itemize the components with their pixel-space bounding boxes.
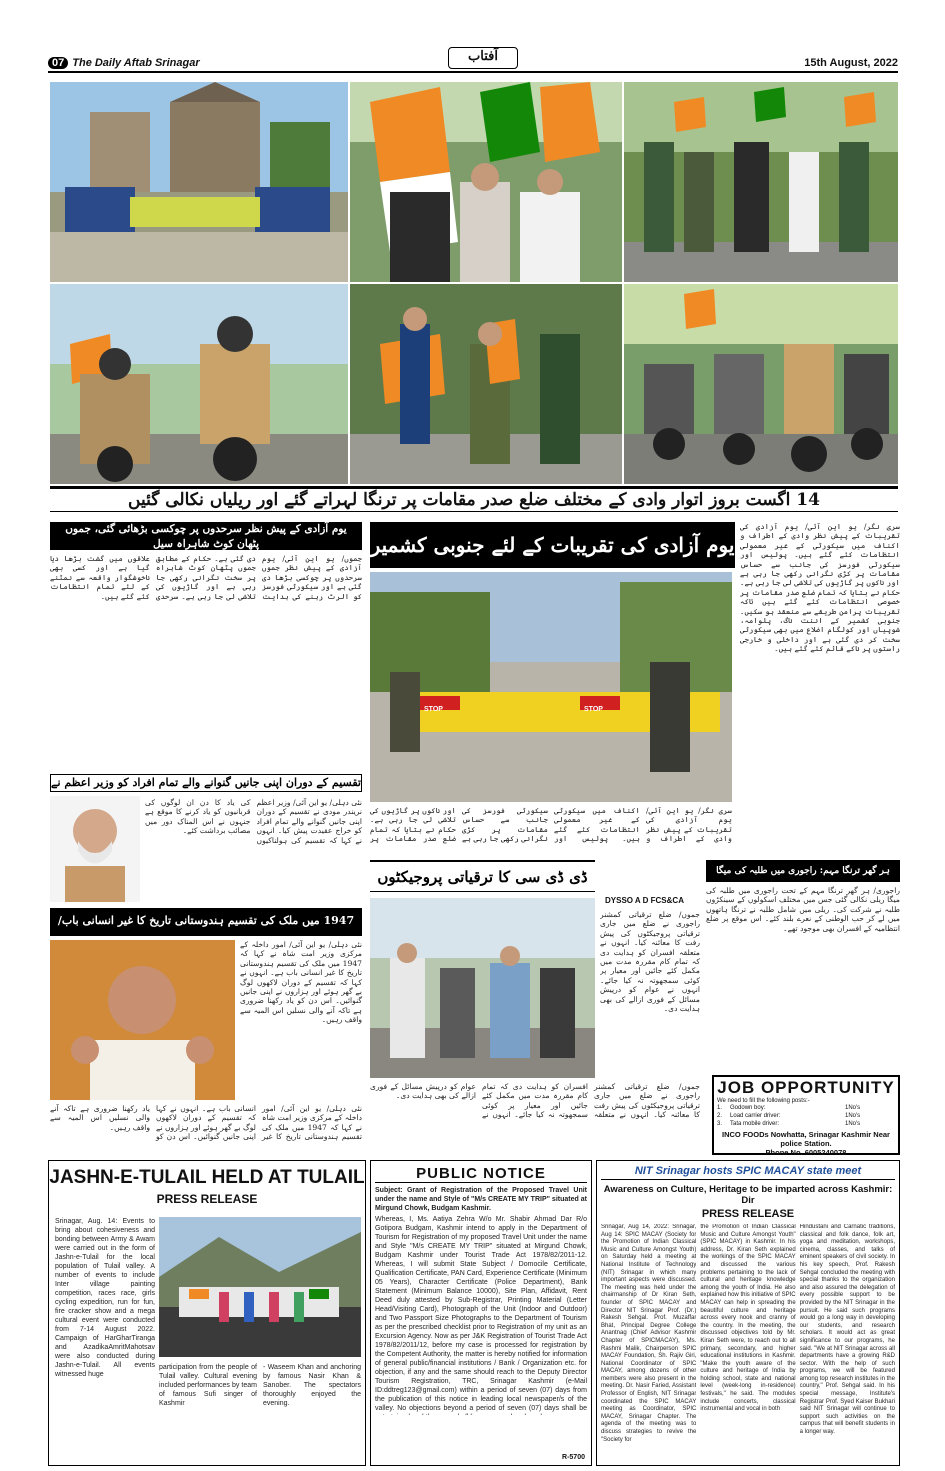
job-post-row [717, 1104, 895, 1112]
job-post-number: 1. [717, 1105, 723, 1111]
job-intro: We need to fill the following posts:- [717, 1098, 810, 1104]
modi-body: نئی دہلی/ یو این آئی/ وزیر اعظم نریندر مودی نے تقسیم کے دوران اپنی جانیں گنوانے والے تمام افراد کو خراج عقیدت پیش کیا۔ انہوں نے کہا کہ تقسیم کی ہولناکیوں کی یاد کا دن ان لوگوں کی قربانیوں کو یاد کرنے کا موقع ہے جنہوں نے اس المناک دور میں مصائب برداشت کئے۔ [145, 798, 362, 845]
job-post-name: Godown boy: [730, 1105, 766, 1111]
security-body: سری نگر/ یو این آئی/ یوم آزادی کی تقریبات کے پیش نظر وادی کے اطراف و اکناف میں سیکورٹی کے غیر معمولی انتظامات کئے گئے ہیں۔ پولیس اور سیکورٹی فورسز کی جانب سے حساس مقامات پر کڑی نگرانی رکھی جا رہی ہے اور ناکوں پر گاڑیوں کی تلاشی لی جا رہی ہے۔ حکام نے بتایا کہ تمام ضلع صدر مقامات پر خصوصی انتظامات کئے گئے ہیں تاکہ تقریبات پرامن طریقے سے منعقد ہو سکیں۔ جنوبی کشمیر کے اننت ناگ، پلوامہ، شوپیاں اور کولگام اضلاع میں بھی سیکورٹی سخت کر دی گئی ہے اور داخلی و خارجی راستوں پر ناکے قائم کئے گئے ہیں۔ [740, 522, 900, 654]
photo-jashn-stage [159, 1217, 361, 1357]
story-nit-srinagar [596, 1160, 900, 1466]
shah-headline: 1947 میں ملک کی تقسیم ہندوستانی تاریخ کا غیر انسانی باب/ [50, 908, 362, 936]
photo-police-bikes [50, 284, 348, 484]
stop-sign-right: STOP [584, 706, 603, 713]
ddc-body: جموں/ ضلع ترقیاتی کمشنر راجوری نے ضلع میں جاری ترقیاتی پروجیکٹوں کی پیش رفت کا معائنہ کیا۔ انہوں نے متعلقہ افسران کو ہدایت دی کہ تمام کام مقررہ مدت میں مکمل کئے جائیں اور معیار پر کوئی سمجھوتہ نہ کیا جائے۔ انہوں نے عوام کو درپیش مسائل کے فوری ازالے کی بھی ہدایت دی۔ [600, 910, 700, 1014]
story-jashn-e-tulail [48, 1160, 366, 1466]
job-contact [717, 1130, 895, 1157]
public-notice-title: PUBLIC NOTICE [375, 1165, 587, 1183]
job-post-name: Tata mobile driver: [730, 1121, 780, 1127]
story-modi [50, 774, 362, 904]
job-post-number: 3. [717, 1121, 723, 1127]
photo-ddc-inspection [370, 898, 595, 1078]
public-notice-subject: Subject: Grant of Registration of the Proposed Travel Unit under the name and Style of "M/s CREATE MY TRIP" situated at Mirgund Chowk, Budgam Kashmir. [375, 1187, 587, 1212]
nit-columns [601, 1224, 895, 1466]
ddc-headline: ڈی ڈی سی کا ترقیاتی پروجیکٹوں [370, 860, 595, 892]
border-body: جموں/ یو این آئی/ یوم آزادی کے پیش نظر جموں سرحدوں پر چوکسی بڑھا دی گئی ہے اور سیکورٹی فورسز کو الرٹ رہنے کی ہدایت دی گئی ہے۔ حکام کے مطابق جموں پٹھان کوٹ شاہراہ پر سخت نگرانی رکھی جا رہی ہے اور گاڑیوں کی تلاشی لی جا رہی ہے۔ سرحدی علاقوں میں گشت بڑھا دیا گیا ہے اور کسی بھی ناخوشگوار واقعہ سے نمٹنے کے لئے تمام انتظامات کئے گئے ہیں۔ [50, 554, 362, 601]
public-notice-body: Whereas, I, Ms. Aatiya Zehra W/o Mr. Shabir Ahmad Dar R/o Gotipora Budgam, Kashmir intend to apply in the Department of Tourism for Registration of my proposed Travel Unit under the name and Style "M/s CREATE MY TRIP" situated at Mirgund Chowk, Budgam Kashmir under Tourist Trade Act 1978/82/2011-12. Whereas, I will submit State Subject / Domocile Certificate, Qualification Certificate, PAN Card, Experience Certificate (Minimum 05 Years), Character Certificate (Police Department), Bank Statement (Minimum Balance 10000), Site Plan, Affidavit, Rent Deed duly attested by Sub-Registrar, Printing Material (Letter Head/Visiting Card), Photograph of the Unit (Indoor and Outdoor) and Two Passport Size Photographs to the Department of Tourism as per the prescribed checklist prior to Registration of my unit as an Excursion Agency. Now as per J&K Registration of Tourist Trade Act 1978/82/2011/12, before my case is processed for registration by the Competent Authority, the matter is hereby notified for information of general public/financial institutions / Bank / Organization etc. for objection, if any and the same should reach to the Deputy Director Tourism Registration, TRC, Srinagar Kashmir (e-Mail ID:ddtreg123@gmail.com) within a period of seven (07) days from the publication of this notice in leading local newspaper/s of the valley. No objections beyond a period of seven (07) days shall be [375, 1216, 587, 1412]
story-shah [50, 908, 362, 1153]
page-number-block [48, 57, 200, 69]
job-contact-phone: Phone No. 6005240078 [765, 1148, 847, 1157]
job-post-row [717, 1120, 895, 1128]
rally-body: راجوری/ ہر گھر ترنگا مہم کے تحت راجوری میں طلبہ کی میگا ریلی نکالی گئی جس میں مختلف اسکولوں کے سینکڑوں طلبہ نے شرکت کی۔ ریلی میں شامل طلبہ نے ترنگا ہاتھوں میں لے کر حب الوطنی کے نعرے بلند کئے۔ اس موقع پر ضلع انتظامیہ کے افسران بھی موجود تھے۔ [706, 886, 900, 933]
photo-flag-march [350, 82, 622, 282]
page-number: 07 [48, 57, 68, 69]
border-headline: یوم آزادی کے پیش نظر سرحدوں پر چوکسی بڑھائی گئی، جموں پٹھان کوٹ شاہراہ سیل [50, 522, 362, 550]
story-border [50, 522, 362, 772]
story-rally [706, 860, 900, 1070]
story-ddc [370, 860, 700, 1155]
story-security [370, 522, 900, 852]
photo-officers-flags [350, 284, 622, 484]
job-post-count: 1No's [845, 1113, 861, 1119]
nit-col-2: the Promotion of Indian Classical Music and Culture Amongst Youth" (SPIC MACAY) in Kashmir. In his address, Dr. Kiran Seth explained the workings of the SPIC MACAY and discussed the various problems pertaining to the lack of cultural and heritage knowledge among the youth of India. He also explained how this initiative of SPIC MACAY can help in spreading the beautiful culture and heritage across every nook and cranny of the country. In the meeting, the discussed objectives told by Mr. Kiran Seth were, to reach out to all primary, secondary, and higher educational institutions in Kashmir. "Make the youth aware of the culture and heritage of India by holding school, state and national level (week-long in-residence) festivals," he said. The modules include concerts, classical instrumental and vocal in both [700, 1224, 796, 1413]
photo-grid [50, 82, 898, 484]
ddc-byline: DYSSO A D FCS&CA [605, 896, 684, 905]
photo-banner-caption: 14 اگست بروز اتوار وادی کے مختلف ضلع صدر مقامات پر ترنگا لہراتے گئے اور ریلیاں نکالی گئیں [50, 486, 898, 512]
public-notice-ref: R-5700 [562, 1454, 585, 1461]
photo-bike-rally [624, 284, 898, 484]
modi-headline: تقسیم کے دوران اپنی جانیں گنوانے والے تمام افراد کو وزیر اعظم نے [50, 774, 362, 792]
issue-date: 15th August, 2022 [804, 57, 898, 69]
jashn-body-right: - Waseem Khan and anchoring by famous Nasir Khan & Sanober. The spectators thoroughly enjoyed the evening. [263, 1364, 361, 1407]
jashn-body-left: Srinagar, Aug. 14: Events to bring about cohesiveness and bonding between Army & Awam were carried out in the form of Jashn-e-Tulail for the local population of Tulail valley. A number of events to include Inter village painting competition, races race, girls cycling expedition, run for fun, fire cracker show and a mega cultural event were conducted from 7-14 August 2022. Campaign of HarGharTiranga and AzadikaAmritMahotsav were also conducted during Jashn-e-Tulail. All events witnessed huge [55, 1218, 155, 1378]
nit-press-release: PRESS RELEASE [701, 1208, 795, 1220]
job-post-row [717, 1112, 895, 1120]
job-posts-list [717, 1104, 895, 1128]
photo-crpf-march [624, 82, 898, 282]
newspaper-logo: آفتاب [448, 47, 518, 69]
nit-subhead: Awareness on Culture, Heritage to be imparted across Kashmir: Dir [603, 1184, 893, 1206]
security-body-continued: سری نگر/ یو این آئی/ یوم آزادی کی تقریبات کے پیش نظر وادی کے اطراف و اکناف میں سیکورٹی کے غیر معمولی انتظامات کئے گئے ہیں۔ پولیس اور سیکورٹی فورسز کی جانب سے حساس مقامات پر کڑی نگرانی رکھی جا رہی ہے اور ناکوں پر گاڑیوں کی تلاشی لی جا رہی ہے۔ حکام نے بتایا کہ تمام ضلع صدر مقامات پر [370, 806, 732, 844]
nit-headline: NIT Srinagar hosts SPIC MACAY state meet [601, 1165, 895, 1180]
job-post-count: 1No's [845, 1121, 861, 1127]
job-post-count: 1No's [845, 1105, 861, 1111]
rally-headline: ہر گھر ترنگا مہم: راجوری میں طلبہ کی میگا [706, 860, 900, 882]
public-notice [370, 1160, 592, 1466]
photo-temple-group [50, 82, 348, 282]
job-contact-address: INCO FOODs Nowhatta, Srinagar Kashmir Near police Station. [722, 1130, 890, 1148]
job-title: JOB OPPORTUNITY [717, 1078, 895, 1097]
ddc-body-continued: جموں/ ضلع ترقیاتی کمشنر راجوری نے ضلع میں جاری ترقیاتی پروجیکٹوں کی پیش رفت کا معائنہ کیا۔ انہوں نے متعلقہ افسران کو ہدایت دی کہ تمام کام مقررہ مدت میں مکمل کئے جائیں اور معیار پر کوئی سمجھوتہ نہ کیا جائے۔ انہوں نے عوام کو درپیش مسائل کے فوری ازالے کی بھی ہدایت دی۔ [370, 1082, 700, 1120]
nit-col-1: Srinagar, Aug 14, 2022: Srinagar, Aug 14: SPIC MACAY (Society for the Promotion of Indian Classical Music and Culture Amongst Youth) on Saturday held a meeting at National Institute of Technology (NIT) Srinagar in which many important aspects were discussed. The meeting was held under the chairmanship of Dr Kiran Seth, founder of SPIC MACAY and Director NIT Srinagar Prof. (Dr.) Rakesh Sehgal. Prof. Muzaffar Bhat, Principal Degree College Anantnag (Chief Advisor Kashmir Chapter of SPICMACAY), Ms. Rashmi Malik, Chairperson SPIC MACAY Foundation, Sh. Rajiv Giri, National Coordinator of SPIC MACAY, among dozens of other members were also present in the meeting. Dr. Nasir Faried, Assistant Professor of English, NIT Srinagar coordinated the SPIC MACAY meeting as Coordinator, SPIC MACAY, Srinagar Chapter. The agenda of the meeting was to discuss strategies to revive the "Society for [601, 1224, 697, 1443]
jashn-headline: JASHN-E-TULAIL HELD AT TULAIL [49, 1167, 365, 1188]
photo-modi [50, 796, 140, 902]
masthead [48, 49, 898, 73]
nit-col-3: Hindustani and Carnatic traditions, classical and folk dance, folk art, yoga and meditation, workshops, cinema, classes, and talks of eminent speakers of civil society. In his key speech, Prof. Rakesh Sehgal concluded the meeting with special thanks to the organization and also assured the delegation of every possible support to be provided by the NIT Srinagar in the pursuit. He said such programs would go a long way in developing our students, and research scholars. It would act as great significance to our programs, he said. "We at NIT Srinagar across all departments have a growing R&D sector. With the help of such programs, we will be featured among top research institutes in the country," Prof. Sehgal said. In his special message, Institute's Registrar Prof. Syed Kaiser Bukhari said NIT Srinagar will continue to support such activities on the campus that will benefit students in a longer way. [799, 1224, 895, 1436]
photo-amit-shah [50, 940, 235, 1100]
jashn-press-release: PRESS RELEASE [156, 1192, 258, 1206]
shah-body-continued: نئی دہلی/ یو این آئی/ امور داخلہ کے مرکزی وزیر امت شاہ نے کہا کہ 1947 میں ملک کی تقسیم ہندوستانی تاریخ کا غیر انسانی باب ہے۔ انہوں نے کہا کہ تقسیم کے دوران لاکھوں لوگ بے گھر ہوئے اور ہزاروں نے اپنی جانیں گنوائیں۔ اس دن کو یاد رکھنا ضروری ہے تاکہ آنے والی نسلیں اس المیہ سے واقف رہیں۔ [50, 1104, 362, 1142]
shah-body: نئی دہلی/ یو این آئی/ امور داخلہ کے مرکزی وزیر امت شاہ نے کہا کہ 1947 میں ملک کی تقسیم ہندوستانی تاریخ کا غیر انسانی باب ہے۔ انہوں نے کہا کہ تقسیم کے دوران لاکھوں لوگ بے گھر ہوئے اور ہزاروں نے اپنی جانیں گنوائیں۔ اس دن کو یاد رکھنا ضروری ہے تاکہ آنے والی نسلیں اس المیہ سے واقف رہیں۔ [240, 940, 362, 1025]
job-opportunity-ad [712, 1075, 900, 1155]
security-headline: یوم آزادی کی تقریبات کے لئے جنوبی کشمیر [370, 522, 735, 568]
job-post-name: Load carrier driver: [730, 1113, 781, 1119]
photo-checkpoint [370, 572, 732, 802]
jashn-body-mid: participation from the people of Tulail valley. Cultural evening included performances by team of famous Sufi singer of Kashmir [159, 1364, 257, 1407]
stop-sign-left: STOP [424, 706, 443, 713]
paper-name: The Daily Aftab Srinagar [72, 57, 200, 69]
job-post-number: 2. [717, 1113, 723, 1119]
